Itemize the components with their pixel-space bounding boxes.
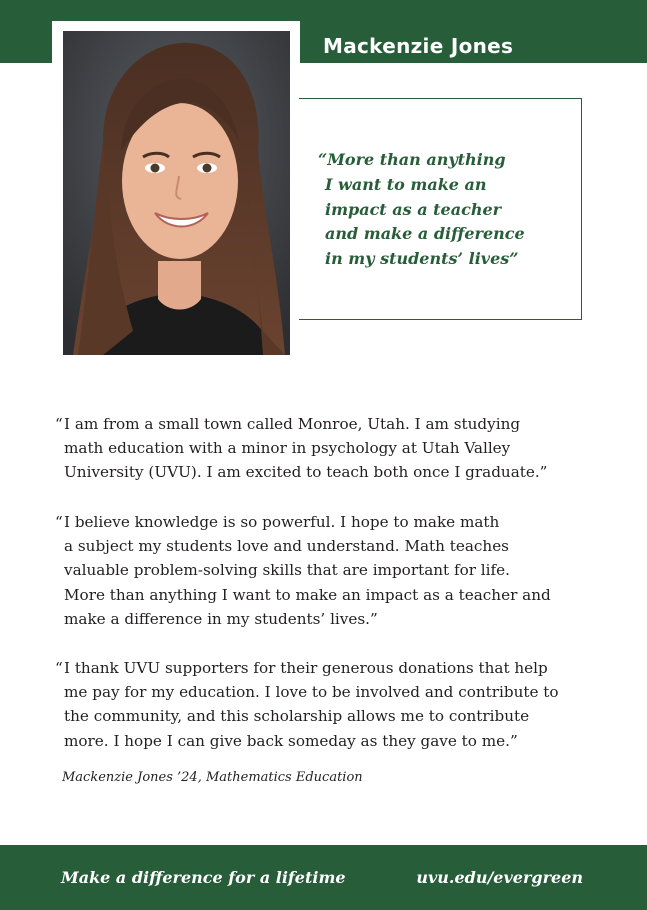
pull-quote-line: I want to make an bbox=[325, 174, 487, 194]
paragraph-3 bbox=[55, 656, 590, 753]
pull-quote bbox=[318, 148, 558, 272]
paragraph-1 bbox=[55, 412, 590, 485]
paragraph-line: University (UVU). I am excited to teach both once I graduate.” bbox=[64, 463, 548, 482]
footer-tagline: Make a difference for a lifetime bbox=[61, 868, 346, 887]
paragraph-line: the community, and this scholarship allows me to contribute bbox=[64, 707, 530, 726]
paragraph-line: More than anything I want to make an impact as a teacher and bbox=[64, 585, 551, 604]
footer-url-link[interactable]: uvu.edu/evergreen bbox=[416, 868, 583, 887]
paragraph-line: I am from a small town called Monroe, Utah. I am studying bbox=[64, 415, 521, 433]
pull-quote-line: impact as a teacher bbox=[325, 199, 502, 219]
paragraph-line: math education with a minor in psychology at Utah Valley bbox=[64, 439, 511, 458]
paragraph-2 bbox=[55, 510, 590, 631]
attribution: Mackenzie Jones ’24, Mathematics Education bbox=[62, 770, 363, 785]
paragraph-line: a subject my students love and understand. Math teaches bbox=[64, 537, 509, 556]
pull-quote-line: and make a difference bbox=[325, 224, 525, 244]
paragraph-line: me pay for my education. I love to be involved and contribute to bbox=[64, 683, 559, 702]
open-quote: “ bbox=[55, 659, 63, 677]
pull-quote-line: in my students’ lives” bbox=[325, 249, 519, 269]
paragraph-line: make a difference in my students’ lives.” bbox=[64, 609, 378, 628]
portrait-photo bbox=[63, 31, 290, 355]
paragraph-line: valuable problem-solving skills that are important for life. bbox=[64, 561, 510, 580]
paragraph-line: more. I hope I can give back someday as they gave to me.” bbox=[64, 731, 518, 750]
paragraph-line: I believe knowledge is so powerful. I hope to make math bbox=[64, 513, 500, 531]
student-name: Mackenzie Jones bbox=[323, 34, 514, 58]
pull-quote-line: “More than anything bbox=[318, 150, 506, 169]
open-quote: “ bbox=[55, 415, 63, 433]
open-quote: “ bbox=[55, 513, 63, 531]
paragraph-line: I thank UVU supporters for their generous donations that help bbox=[64, 659, 548, 677]
